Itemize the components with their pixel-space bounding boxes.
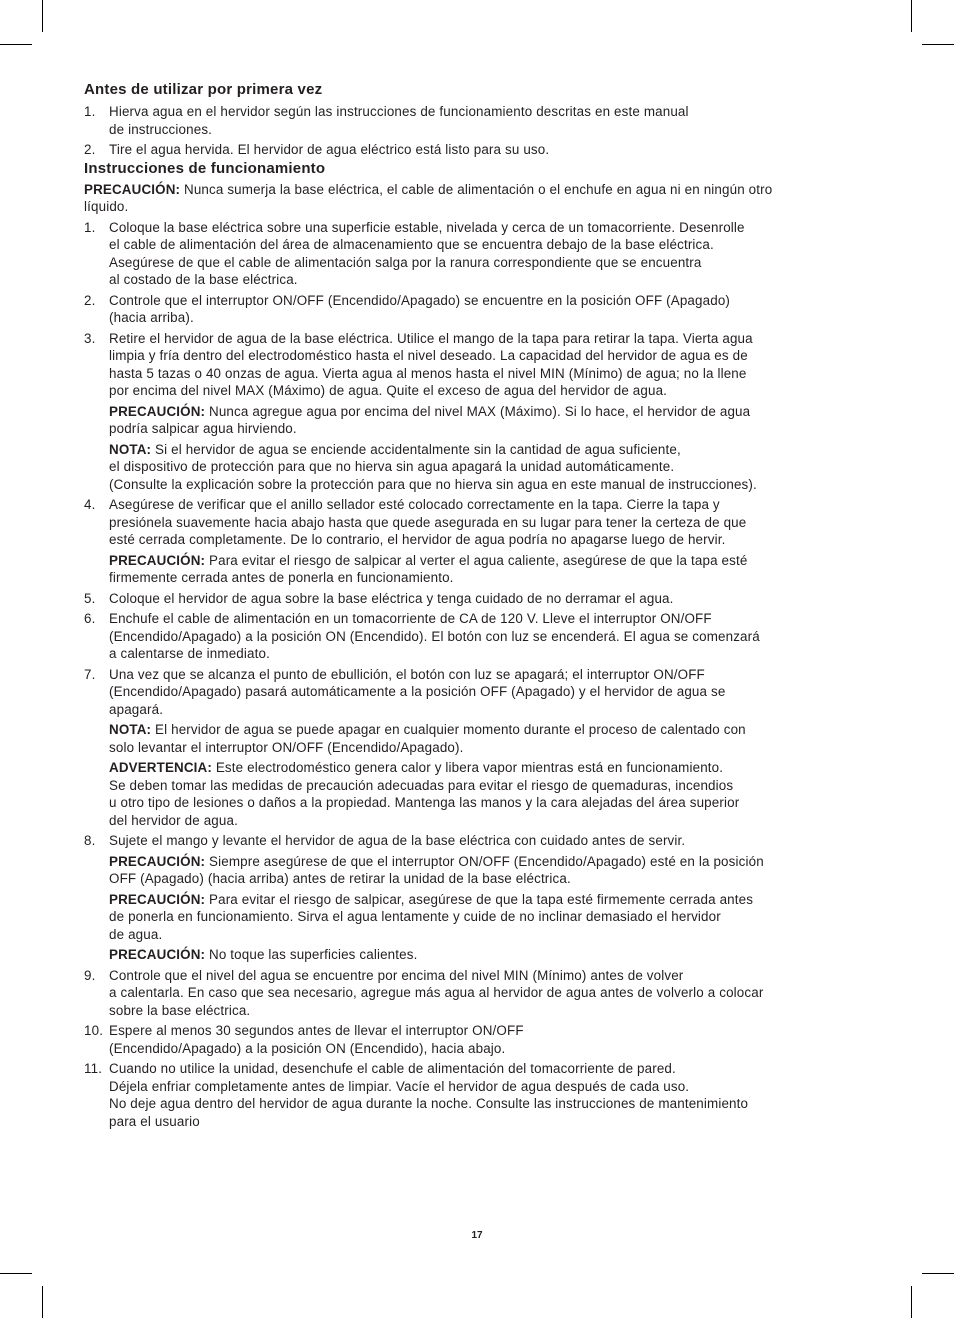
list-number: 4. — [84, 497, 96, 512]
list-item — [84, 141, 869, 159]
list-item-text-line: Coloque la base eléctrica sobre una superficie estable, nivelada y cerca de un tomacorriente. Desenrolle — [109, 219, 745, 235]
item-note — [109, 721, 869, 756]
item-note — [109, 441, 869, 494]
note-text-line: Este electrodoméstico genera calor y libera vapor mientras está en funcionamiento. — [211, 760, 724, 775]
list-item-text-line: (Encendido/Apagado) a la posición ON (Encendido), hacia abajo. — [109, 1040, 506, 1056]
list-item — [84, 292, 869, 327]
note-text-line: de ponerla en funcionamiento. Sirva el agua lentamente y cuide de no inclinar demasiado el hervidor — [109, 909, 721, 924]
list-item-text-line: Coloque el hervidor de agua sobre la base eléctrica y tenga cuidado de no derramar el agua. — [109, 590, 674, 606]
list-item-text-line: presiónela suavemente hacia abajo hasta que quede asegurada en su lugar para tener la certeza de que — [109, 514, 747, 530]
list-number: 2. — [84, 292, 96, 308]
note-text-line: Si el hervidor de agua se enciende accidentalmente sin la cantidad de agua suficiente, — [151, 441, 681, 457]
crop-mark — [0, 1273, 32, 1274]
list-item-text-line: el cable de alimentación del área de almacenamiento que se encuentra debajo de la base eléctrica. — [109, 237, 714, 252]
list-item — [84, 103, 869, 138]
note-label: PRECAUCIÓN: — [109, 891, 206, 907]
note-text-line: podría salpicar agua hirviendo. — [109, 421, 297, 436]
item-note — [109, 552, 869, 587]
list-item-text-line: hasta 5 tazas o 40 onzas de agua. Vierta agua al menos hasta el nivel MIN (Mínimo) de agua; no la llene — [109, 365, 747, 381]
list-item-text-line: No deje agua dentro del hervidor de agua durante la noche. Consulte las instrucciones de mantenimiento — [109, 1096, 749, 1111]
list-item — [84, 1060, 869, 1130]
list-number: 2. — [84, 142, 96, 157]
list-number: 10. — [84, 1023, 104, 1038]
note-text-line: (Consulte la explicación sobre la protección para que no hierva sin agua en este manual de instrucciones). — [109, 476, 757, 492]
list-item-text-line: limpia y fría dentro del electrodoméstico hasta el nivel deseado. La capacidad del hervidor de agua es de — [109, 348, 748, 363]
list-item — [84, 330, 869, 494]
list-number: 1. — [84, 219, 96, 235]
section-title-operating: Instrucciones de funcionamiento — [84, 159, 326, 177]
list-item — [84, 590, 869, 608]
list-item-text-line: Déjela enfriar completamente antes de limpiar. Vacíe el hervidor de agua después de cada uso. — [109, 1078, 690, 1094]
list-item-text-line: al costado de la base eléctrica. — [109, 272, 298, 287]
note-text-line: Nunca agregue agua por encima del nivel MAX (Máximo). Si lo hace, el hervidor de agua — [205, 403, 751, 419]
note-label: PRECAUCIÓN: — [109, 552, 206, 568]
list-item — [84, 219, 869, 289]
list-number: 6. — [84, 611, 96, 626]
list-item-text-line: Retire el hervidor de agua de la base eléctrica. Utilice el mango de la tapa para retirar la tapa. Vierta agua — [109, 330, 753, 346]
list-number: 9. — [84, 967, 96, 983]
list-item — [84, 967, 869, 1020]
note-text-line: Siempre asegúrese de que el interruptor ON/OFF (Encendido/Apagado) esté en la posición — [205, 853, 764, 869]
item-note — [109, 853, 869, 888]
list-item-text-line: (hacia arriba). — [109, 310, 194, 325]
crop-mark — [922, 44, 954, 45]
crop-mark — [0, 44, 32, 45]
note-text-line: Para evitar el riesgo de salpicar al verter el agua caliente, asegúrese de que la tapa esté — [205, 552, 748, 568]
list-item — [84, 1022, 869, 1057]
note-text-line: OFF (Apagado) (hacia arriba) antes de retirar la unidad de la base eléctrica. — [109, 871, 571, 886]
item-note — [109, 891, 869, 944]
note-text-line: solo levantar el interruptor ON/OFF (Encendido/Apagado). — [109, 739, 464, 755]
list-number: 11. — [84, 1061, 103, 1076]
note-text-line: líquido. — [84, 199, 129, 214]
list-number: 7. — [84, 666, 96, 682]
list-item — [84, 832, 869, 964]
list-item — [84, 496, 869, 587]
list-number: 3. — [84, 330, 96, 346]
item-note — [109, 946, 869, 964]
note-text-line: del hervidor de agua. — [109, 812, 238, 828]
list-item-text-line: para el usuario — [109, 1113, 200, 1129]
note-label: ADVERTENCIA: — [109, 760, 212, 775]
note-label: NOTA: — [109, 722, 152, 737]
list-number: 8. — [84, 833, 96, 848]
crop-mark — [42, 0, 43, 32]
list-item-text-line: a calentarse de inmediato. — [109, 646, 270, 661]
list-item-text-line: (Encendido/Apagado) a la posición ON (Encendido). El botón con luz se encenderá. El agua se comenzará — [109, 628, 760, 644]
note-text-line: Para evitar el riesgo de salpicar, asegúrese de que la tapa esté firmemente cerrada antes — [205, 891, 754, 907]
page-number: 17 — [471, 1230, 483, 1241]
section-title-first-use: Antes de utilizar por primera vez — [84, 81, 323, 98]
note-text-line: firmemente cerrada antes de ponerla en funcionamiento. — [109, 570, 454, 585]
manual-page — [84, 80, 869, 1130]
first-use-list — [84, 103, 869, 159]
list-item-text-line: Cuando no utilice la unidad, desenchufe el cable de alimentación del tomacorriente de pared. — [109, 1061, 676, 1076]
note-text-line: Nunca sumerja la base eléctrica, el cable de alimentación o el enchufe en agua ni en ningún otro — [180, 181, 773, 197]
list-item-text-line: Tire el agua hervida. El hervidor de agua eléctrico está listo para su uso. — [109, 142, 550, 157]
note-text-line: el dispositivo de protección para que no hierva sin agua apagará la unidad automáticamente. — [109, 459, 675, 474]
list-item-text-line: Espere al menos 30 segundos antes de llevar el interruptor ON/OFF — [109, 1023, 524, 1038]
list-number: 1. — [84, 104, 96, 119]
list-item — [84, 610, 869, 663]
item-note — [109, 403, 869, 438]
note-label: PRECAUCIÓN: — [109, 853, 206, 869]
list-item-text-line: Enchufe el cable de alimentación en un tomacorriente de CA de 120 V. Lleve el interruptor ON/OFF — [109, 611, 712, 626]
list-item-text-line: Asegúrese de verificar que el anillo sellador esté colocado correctamente en la tapa. Cierre la tapa y — [109, 497, 720, 512]
list-item-text-line: esté cerrada completamente. De lo contrario, el hervidor de agua podría no apagarse luego de hervir. — [109, 532, 726, 547]
list-item-text-line: Asegúrese de que el cable de alimentación salga por la ranura correspondiente que se encuentra — [109, 254, 702, 270]
intro-caution — [84, 181, 869, 216]
list-item-text-line: (Encendido/Apagado) pasará automáticamente a la posición OFF (Apagado) y el hervidor de agua se — [109, 684, 726, 699]
note-label: PRECAUCIÓN: — [84, 181, 181, 197]
list-item-text-line: a calentarla. En caso que sea necesario, agregue más agua al hervidor de agua antes de volverlo a colocar — [109, 985, 764, 1000]
note-label: NOTA: — [109, 441, 152, 457]
list-item-text-line: Una vez que se alcanza el punto de ebullición, el botón con luz se apagará; el interruptor ON/OFF — [109, 666, 705, 682]
note-text-line: u otro tipo de lesiones o daños a la propiedad. Mantenga las manos y la cara alejadas del área superior — [109, 795, 740, 810]
list-item-text-line: Controle que el nivel del agua se encuentre por encima del nivel MIN (Mínimo) antes de volver — [109, 967, 684, 983]
list-item-text-line: por encima del nivel MAX (Máximo) de agua. Quite el exceso de agua del hervidor de agua. — [109, 383, 668, 398]
list-number: 5. — [84, 590, 96, 606]
list-item-text-line: Controle que el interruptor ON/OFF (Encendido/Apagado) se encuentre en la posición OFF (Apagado) — [109, 292, 731, 308]
list-item — [84, 666, 869, 830]
item-note — [109, 759, 869, 829]
list-item-text-line: sobre la base eléctrica. — [109, 1002, 251, 1018]
list-item-text-line: Sujete el mango y levante el hervidor de agua de la base eléctrica con cuidado antes de servir. — [109, 833, 686, 848]
crop-mark — [42, 1286, 43, 1318]
crop-mark — [922, 1273, 954, 1274]
note-label: PRECAUCIÓN: — [109, 403, 206, 419]
note-text-line: de agua. — [109, 926, 163, 942]
note-text-line: El hervidor de agua se puede apagar en cualquier momento durante el proceso de calentado con — [151, 722, 746, 737]
note-label: PRECAUCIÓN: — [109, 947, 206, 962]
list-item-text-line: apagará. — [109, 701, 164, 717]
note-text-line: Se deben tomar las medidas de precaución adecuadas para evitar el riesgo de quemaduras, incendios — [109, 777, 734, 793]
note-text-line: No toque las superficies calientes. — [205, 947, 418, 962]
list-item-text-line: de instrucciones. — [109, 121, 213, 137]
crop-mark — [911, 0, 912, 32]
operating-list — [84, 219, 869, 1131]
crop-mark — [911, 1286, 912, 1318]
list-item-text-line: Hierva agua en el hervidor según las instrucciones de funcionamiento descritas en este manual — [109, 104, 689, 119]
